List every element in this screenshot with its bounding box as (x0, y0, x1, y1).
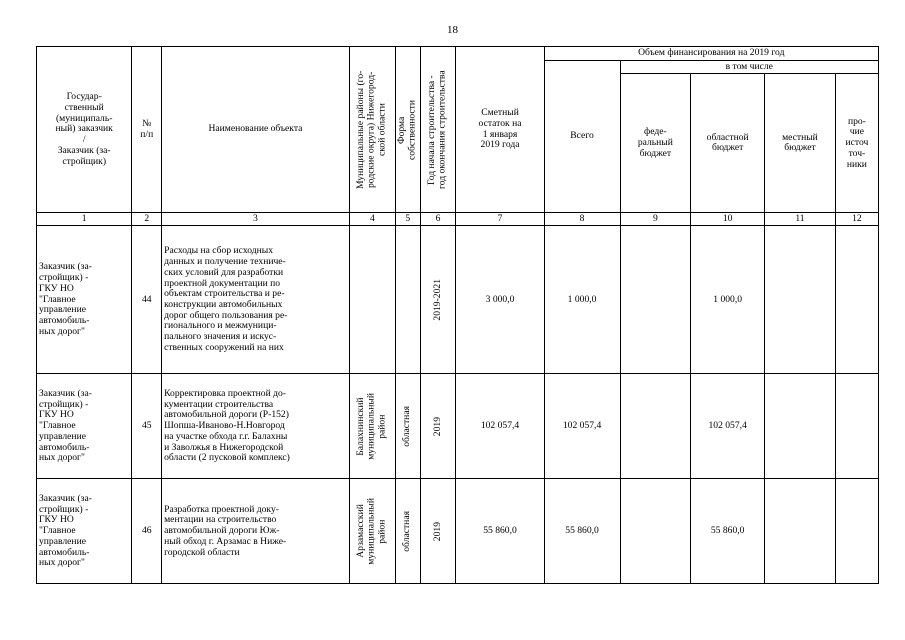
table-row (37, 479, 879, 584)
row-other (835, 479, 878, 584)
row-estimate: 102 057,4 (456, 374, 544, 479)
table-row (37, 374, 879, 479)
row-regional: 102 057,4 (691, 374, 765, 479)
header-total: Всего (544, 60, 620, 213)
row-district-cell (349, 479, 395, 584)
row-years-cell (420, 479, 456, 584)
header-district-cell (349, 47, 395, 213)
column-number: 12 (835, 213, 878, 226)
row-estimate: 3 000,0 (456, 226, 544, 374)
header-ownership: Форма собственности (395, 99, 418, 160)
column-number: 8 (544, 213, 620, 226)
row-ownership: областная (401, 406, 413, 447)
header-number: № п/п (132, 47, 162, 213)
row-years-cell (420, 374, 456, 479)
row-customer: Заказчик (за- стройщик) - ГКУ НО "Главное управление автомобиль- ных дорог" (37, 479, 132, 584)
header-object-name: Наименование объекта (162, 47, 350, 213)
header-funding-group: Объем финансирования на 2019 год (544, 47, 878, 61)
column-number: 9 (620, 213, 691, 226)
row-ownership-cell (395, 226, 420, 374)
row-other (835, 374, 878, 479)
column-number: 7 (456, 213, 544, 226)
column-number: 10 (691, 213, 765, 226)
column-number: 4 (349, 213, 395, 226)
row-district: Балахнинский муниципальный район (355, 393, 388, 460)
header-federal: феде- ральный бюджет (620, 74, 691, 213)
row-total: 102 057,4 (544, 374, 620, 479)
row-other (835, 226, 878, 374)
row-years: 2019 (431, 521, 443, 542)
investment-table (36, 46, 879, 584)
row-total: 55 860,0 (544, 479, 620, 584)
row-years: 2019 (431, 416, 443, 437)
row-number: 45 (132, 374, 162, 479)
row-customer: Заказчик (за- стройщик) - ГКУ НО "Главное управление автомобиль- ных дорог" (37, 374, 132, 479)
row-number: 46 (132, 479, 162, 584)
page-number: 18 (447, 24, 458, 36)
header-estimate: Сметный остаток на 1 января 2019 года (456, 47, 544, 213)
header-customer: Государ- ственный (муниципаль- ный) заказчик / Заказчик (за- стройщик) (37, 47, 132, 213)
row-regional: 55 860,0 (691, 479, 765, 584)
row-estimate: 55 860,0 (456, 479, 544, 584)
column-number: 11 (765, 213, 836, 226)
row-regional: 1 000,0 (691, 226, 765, 374)
row-object: Корректировка проектной до- кументации строительства автомобильной дороги (Р-152) Шопша-Иваново-Н.Новгород на участке обхода г.г. Балахны и Заволжья в Нижегородской области (2 пусковой комплекс) (162, 374, 350, 479)
header-ownership-cell (395, 47, 420, 213)
row-federal (620, 226, 691, 374)
row-ownership-cell (395, 479, 420, 584)
header-district: Муниципальные районы (го- родские округа) Нижегород- ской области (355, 70, 388, 189)
header-years-cell (420, 47, 456, 213)
header-other: про- чие источ точ- ники (835, 74, 878, 213)
column-number: 1 (37, 213, 132, 226)
column-number: 2 (132, 213, 162, 226)
row-district-cell (349, 374, 395, 479)
column-number: 5 (395, 213, 420, 226)
column-number-row (37, 213, 879, 226)
column-number: 6 (420, 213, 456, 226)
header-years: Год начала строительства - год окончания строительства (426, 70, 448, 190)
column-number: 3 (162, 213, 350, 226)
row-object: Разработка проектной доку- ментации на строительство автомобильной дороги Юж- ный обход г. Арзамас в Ниже- городской области (162, 479, 350, 584)
table-row (37, 226, 879, 374)
row-local (765, 226, 836, 374)
row-customer: Заказчик (за- стройщик) - ГКУ НО "Главное управление автомобиль- ных дорог" (37, 226, 132, 374)
row-number: 44 (132, 226, 162, 374)
row-federal (620, 374, 691, 479)
row-years: 2019-2021 (431, 279, 443, 321)
row-ownership: областная (401, 511, 413, 552)
row-ownership-cell (395, 374, 420, 479)
row-total: 1 000,0 (544, 226, 620, 374)
header-including: в том числе (620, 60, 879, 74)
row-local (765, 374, 836, 479)
row-years-cell (420, 226, 456, 374)
row-district-cell (349, 226, 395, 374)
header-local: местный бюджет (765, 74, 836, 213)
header-regional: областной бюджет (691, 74, 765, 213)
row-district: Арзамасский муниципальный район (355, 498, 388, 565)
row-local (765, 479, 836, 584)
row-federal (620, 479, 691, 584)
row-object: Расходы на сбор исходных данных и получение техниче- ских условий для разработки проектной документации по объектам строительства и ре- конструкции автомобильных дорог общего пользования ре- гионального и межмуници- пального значения и искус- ственных сооружений на них (162, 226, 350, 374)
